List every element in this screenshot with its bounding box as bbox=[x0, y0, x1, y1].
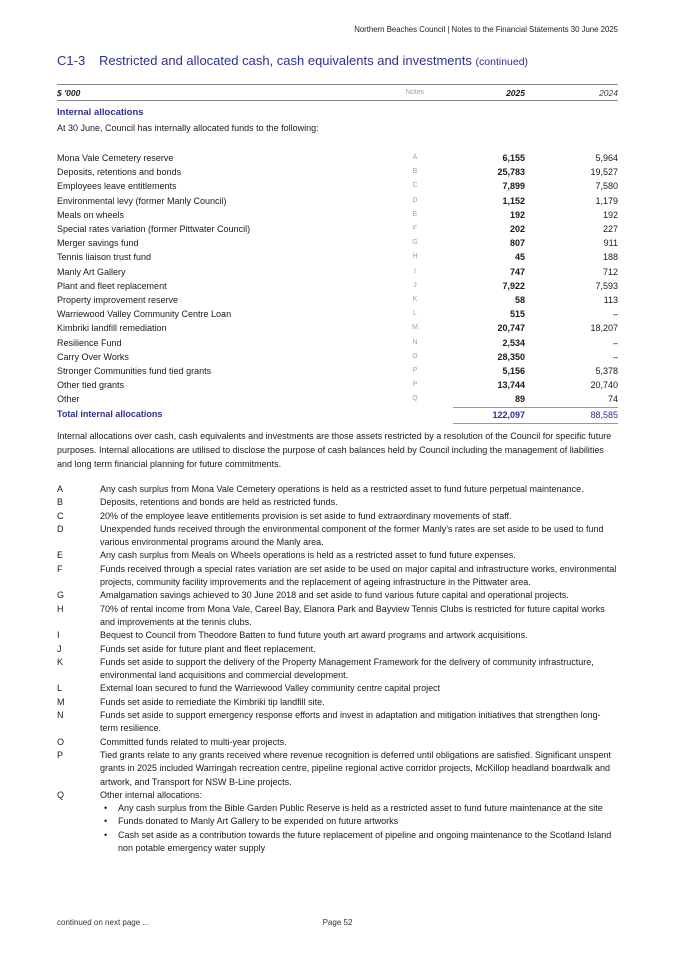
row-value-2025: 202 bbox=[509, 224, 525, 235]
note-body bbox=[100, 629, 618, 642]
row-label: Merger savings fund bbox=[57, 238, 139, 249]
note-letter: E bbox=[57, 550, 64, 561]
note-item bbox=[57, 523, 618, 550]
row-note-letter: D bbox=[412, 196, 418, 204]
note-body bbox=[100, 496, 618, 509]
table-row bbox=[57, 179, 618, 193]
note-item bbox=[57, 643, 618, 656]
row-note-letter: N bbox=[412, 338, 418, 346]
row-value-2025: 25,783 bbox=[497, 167, 525, 178]
bullet-text: Any cash surplus from the Bible Garden Public Reserve is held as a restricted asset to fund future maintenance at the site bbox=[118, 803, 603, 814]
note-body bbox=[100, 696, 618, 709]
column-header-notes: Notes bbox=[405, 89, 425, 96]
row-value-2024: – bbox=[612, 351, 618, 362]
note-text: Other internal allocations: bbox=[100, 789, 203, 800]
note-item bbox=[57, 709, 618, 736]
row-value-2025: 515 bbox=[509, 309, 525, 320]
column-header-units: $ '000 bbox=[57, 87, 81, 98]
row-note-letter: J bbox=[413, 281, 417, 289]
note-item bbox=[57, 510, 618, 523]
row-note-letter: G bbox=[412, 239, 418, 247]
note-body bbox=[100, 682, 618, 695]
table-header-row bbox=[57, 84, 618, 101]
note-item bbox=[57, 483, 618, 496]
row-label: Employees leave entitlements bbox=[57, 181, 177, 192]
bullet-text: Funds donated to Manly Art Gallery to be expended on future artworks bbox=[118, 816, 399, 827]
row-label: Resilience Fund bbox=[57, 337, 122, 348]
note-letter: P bbox=[57, 749, 64, 760]
row-note-letter: M bbox=[412, 324, 418, 332]
note-item bbox=[57, 589, 618, 602]
table-row bbox=[57, 165, 618, 179]
note-letter: I bbox=[57, 630, 60, 641]
note-text: Funds set aside for future plant and fleet replacement. bbox=[100, 643, 316, 654]
table-row bbox=[57, 279, 618, 293]
note-body bbox=[100, 709, 618, 736]
note-item bbox=[57, 496, 618, 509]
row-value-2024: 192 bbox=[602, 209, 618, 220]
row-value-2024: 74 bbox=[607, 394, 618, 405]
table-total-row bbox=[57, 407, 618, 425]
row-label: Warriewood Valley Community Centre Loan bbox=[57, 309, 232, 320]
note-text: Funds set aside to support emergency response efforts and invest in adaptation and mitigation initiatives that strengthen long-term resilience. bbox=[100, 710, 601, 734]
row-note-letter: L bbox=[413, 310, 417, 318]
row-value-2024: 113 bbox=[603, 295, 618, 306]
note-letter: C bbox=[57, 510, 64, 521]
row-value-2024: 20,740 bbox=[590, 380, 618, 391]
row-label: Property improvement reserve bbox=[57, 295, 179, 306]
note-body bbox=[100, 736, 618, 749]
note-item bbox=[57, 789, 618, 855]
table-row bbox=[57, 293, 618, 307]
table-row bbox=[57, 151, 618, 165]
note-text: Any cash surplus from Mona Vale Cemetery operations is held as a restricted asset to fund future perpetual maintenance. bbox=[100, 484, 584, 494]
continued-note: continued on next page ... bbox=[57, 918, 150, 927]
row-value-2025: 5,156 bbox=[502, 366, 525, 377]
note-item bbox=[57, 603, 618, 630]
row-value-2024: 7,580 bbox=[595, 181, 618, 192]
page-number: Page 52 bbox=[322, 918, 353, 927]
row-note-letter: C bbox=[412, 182, 418, 190]
note-text: Unexpended funds received through the environmental component of the former Manly's rates are set aside to be used to fund various environmental programs around the Manly area. bbox=[100, 523, 604, 548]
note-letter: Q bbox=[57, 789, 65, 800]
row-label: Other tied grants bbox=[57, 380, 125, 391]
row-note-letter: H bbox=[412, 253, 418, 261]
intro-text: At 30 June, Council has internally allocated funds to the following: bbox=[57, 123, 319, 133]
allocations-table bbox=[57, 151, 618, 424]
row-label: Mona Vale Cemetery reserve bbox=[57, 153, 174, 163]
column-header-2025: 2025 bbox=[506, 87, 525, 98]
total-value-2025: 122,097 bbox=[453, 407, 525, 425]
note-body bbox=[100, 656, 618, 683]
row-label: Other bbox=[57, 394, 80, 405]
allocations-table-body bbox=[57, 151, 618, 407]
section-title bbox=[57, 53, 618, 68]
table-row bbox=[57, 194, 618, 208]
bullet-icon: • bbox=[104, 829, 108, 840]
row-value-2024: 19,527 bbox=[590, 167, 618, 178]
table-row bbox=[57, 364, 618, 378]
table-row bbox=[57, 208, 618, 222]
row-value-2024: 227 bbox=[602, 224, 618, 235]
note-text: Deposits, retentions and bonds are held as restricted funds. bbox=[100, 497, 338, 508]
note-text: Bequest to Council from Theodore Batten to fund future youth art award programs and artwork acquisitions. bbox=[100, 630, 528, 641]
row-value-2025: 20,747 bbox=[497, 323, 525, 334]
row-value-2024: 188 bbox=[602, 252, 618, 263]
note-body bbox=[100, 789, 618, 855]
note-letter: F bbox=[57, 563, 63, 574]
note-text: Amalgamation savings achieved to 30 June 2018 and set aside to fund various future capital and operational projects. bbox=[100, 590, 569, 601]
note-text: Tied grants relate to any grants received where revenue recognition is deferred until obligations are satisfied. Significant unspent grants in 2025 included Warringah recreation centre, pipeline regional active corridor projects, McKillop headland boardwalk and artwork, and Transport for NSW B-Line projects. bbox=[100, 749, 611, 787]
note-body bbox=[100, 523, 618, 550]
row-value-2025: 89 bbox=[514, 394, 525, 405]
row-label: Manly Art Gallery bbox=[57, 266, 126, 277]
note-text: Funds received through a special rates variation are set aside to be used on major capital and infrastructure works, environmental projects, community facility improvements and the replacement of ageing infrastructure in the Pittwater area. bbox=[100, 563, 617, 588]
row-note-letter: K bbox=[412, 296, 418, 304]
bullet-item bbox=[100, 802, 618, 815]
row-value-2025: 58 bbox=[514, 295, 525, 306]
note-text: 70% of rental income from Mona Vale, Careel Bay, Elanora Park and Bayview Tennis Clubs is restricted for future capital works and improvements at the tennis clubs. bbox=[100, 603, 605, 627]
table-row bbox=[57, 307, 618, 321]
note-body bbox=[100, 510, 618, 523]
row-value-2025: 747 bbox=[509, 266, 525, 277]
section-continued-label: (continued) bbox=[475, 56, 529, 68]
note-item bbox=[57, 696, 618, 709]
row-label: Environmental levy (former Manly Council) bbox=[57, 195, 227, 206]
note-letter: M bbox=[57, 696, 65, 707]
row-label: Plant and fleet replacement bbox=[57, 280, 167, 291]
row-value-2025: 28,350 bbox=[497, 351, 525, 362]
table-row bbox=[57, 321, 618, 335]
row-value-2025: 192 bbox=[509, 209, 525, 220]
note-text: External loan secured to fund the Warriewood Valley community centre capital project bbox=[100, 683, 441, 694]
note-letter: N bbox=[57, 710, 64, 721]
row-label: Special rates variation (former Pittwater Council) bbox=[57, 224, 251, 235]
note-letter: H bbox=[57, 603, 64, 614]
row-note-letter: F bbox=[412, 225, 418, 233]
note-body bbox=[100, 603, 618, 630]
note-letter: A bbox=[57, 484, 64, 494]
row-value-2025: 7,922 bbox=[502, 280, 525, 291]
row-value-2024: 5,378 bbox=[595, 366, 618, 377]
bullet-icon: • bbox=[104, 803, 108, 814]
note-body bbox=[100, 549, 618, 562]
note-body bbox=[100, 749, 618, 789]
bullet-text: Cash set aside as a contribution towards the future replacement of pipeline and ongoing maintenance to the Scotland Island non potable emergency water supply bbox=[118, 829, 612, 854]
row-value-2025: 13,744 bbox=[497, 380, 525, 391]
total-label: Total internal allocations bbox=[57, 408, 163, 419]
row-value-2025: 6,155 bbox=[502, 153, 525, 163]
note-letter: G bbox=[57, 590, 65, 601]
note-body bbox=[100, 483, 618, 496]
note-item bbox=[57, 549, 618, 562]
row-note-letter: B bbox=[412, 168, 418, 176]
row-label: Meals on wheels bbox=[57, 209, 125, 220]
row-note-letter: P bbox=[412, 367, 418, 375]
row-value-2024: 7,593 bbox=[595, 280, 618, 291]
running-header: Northern Beaches Council | Notes to the Financial Statements 30 June 2025 bbox=[354, 25, 618, 34]
note-letter: O bbox=[57, 736, 65, 747]
row-note-letter: P bbox=[412, 381, 418, 389]
note-bullet-list bbox=[100, 802, 618, 855]
row-value-2024: 712 bbox=[602, 266, 618, 277]
row-note-letter: Q bbox=[412, 395, 418, 403]
note-text: 20% of the employee leave entitlements provision is set aside to fund extraordinary movements of staff. bbox=[100, 510, 512, 521]
notes-list bbox=[57, 483, 618, 855]
row-value-2025: 7,899 bbox=[502, 181, 525, 192]
table-row bbox=[57, 222, 618, 236]
row-label: Stronger Communities fund tied grants bbox=[57, 366, 212, 377]
note-body bbox=[100, 589, 618, 602]
row-note-letter: A bbox=[412, 154, 418, 161]
section-title-text: Restricted and allocated cash, cash equivalents and investments bbox=[99, 53, 472, 68]
row-value-2024: 1,179 bbox=[595, 195, 618, 206]
row-value-2025: 2,534 bbox=[502, 337, 525, 348]
row-value-2024: 5,964 bbox=[595, 153, 618, 163]
note-text: Funds set aside to remediate the Kimbriki tip landfill site. bbox=[100, 696, 325, 707]
row-note-letter: E bbox=[412, 210, 418, 218]
bullet-item bbox=[100, 829, 618, 856]
note-item bbox=[57, 563, 618, 590]
row-value-2025: 1,152 bbox=[502, 195, 525, 206]
row-label: Kimbriki landfill remediation bbox=[57, 323, 167, 334]
note-item bbox=[57, 629, 618, 642]
table-row bbox=[57, 265, 618, 279]
row-note-letter: O bbox=[412, 352, 418, 360]
note-letter: D bbox=[57, 523, 64, 534]
table-row bbox=[57, 236, 618, 250]
note-body bbox=[100, 643, 618, 656]
row-label: Carry Over Works bbox=[57, 351, 129, 362]
table-row bbox=[57, 392, 618, 406]
section-number: C1-3 bbox=[57, 53, 86, 68]
explanatory-paragraph: Internal allocations over cash, cash equivalents and investments are those assets restricted by a resolution of the Council for specific future purposes. Internal allocations are utilised to disclose the purpose of cash balances held by Council including the management of liabilities and long term financial planning for future commitments. bbox=[57, 431, 612, 469]
note-item bbox=[57, 736, 618, 749]
row-value-2024: 18,207 bbox=[590, 323, 618, 334]
table-row bbox=[57, 336, 618, 350]
row-value-2024: – bbox=[612, 337, 618, 348]
total-value-2024: 88,585 bbox=[525, 407, 618, 425]
row-label: Deposits, retentions and bonds bbox=[57, 167, 182, 178]
note-text: Funds set aside to support the delivery of the Property Management Framework for the delivery of community infrastructure, environmental land acquisitions and commercial development. bbox=[100, 656, 594, 681]
bullet-icon: • bbox=[104, 816, 108, 827]
note-body bbox=[100, 563, 618, 590]
note-text: Committed funds related to multi-year projects. bbox=[100, 736, 287, 747]
internal-allocations-heading: Internal allocations bbox=[57, 107, 144, 118]
note-letter: L bbox=[57, 683, 63, 694]
note-item bbox=[57, 656, 618, 683]
row-label: Tennis liaison trust fund bbox=[57, 252, 152, 263]
note-item bbox=[57, 749, 618, 789]
row-value-2025: 807 bbox=[509, 238, 525, 249]
table-row bbox=[57, 350, 618, 364]
note-letter: K bbox=[57, 656, 64, 667]
table-row bbox=[57, 250, 618, 264]
bullet-item bbox=[100, 815, 618, 828]
row-value-2024: – bbox=[612, 309, 618, 320]
row-value-2025: 45 bbox=[514, 252, 525, 263]
table-row bbox=[57, 378, 618, 392]
note-item bbox=[57, 682, 618, 695]
note-text: Any cash surplus from Meals on Wheels operations is held as a restricted asset to fund future expenses. bbox=[100, 550, 516, 561]
note-letter: J bbox=[57, 643, 62, 654]
column-header-2024: 2024 bbox=[599, 87, 618, 98]
row-note-letter: I bbox=[414, 267, 416, 275]
note-letter: B bbox=[57, 497, 64, 508]
total-note-spacer bbox=[377, 407, 453, 425]
row-value-2024: 911 bbox=[603, 238, 618, 249]
